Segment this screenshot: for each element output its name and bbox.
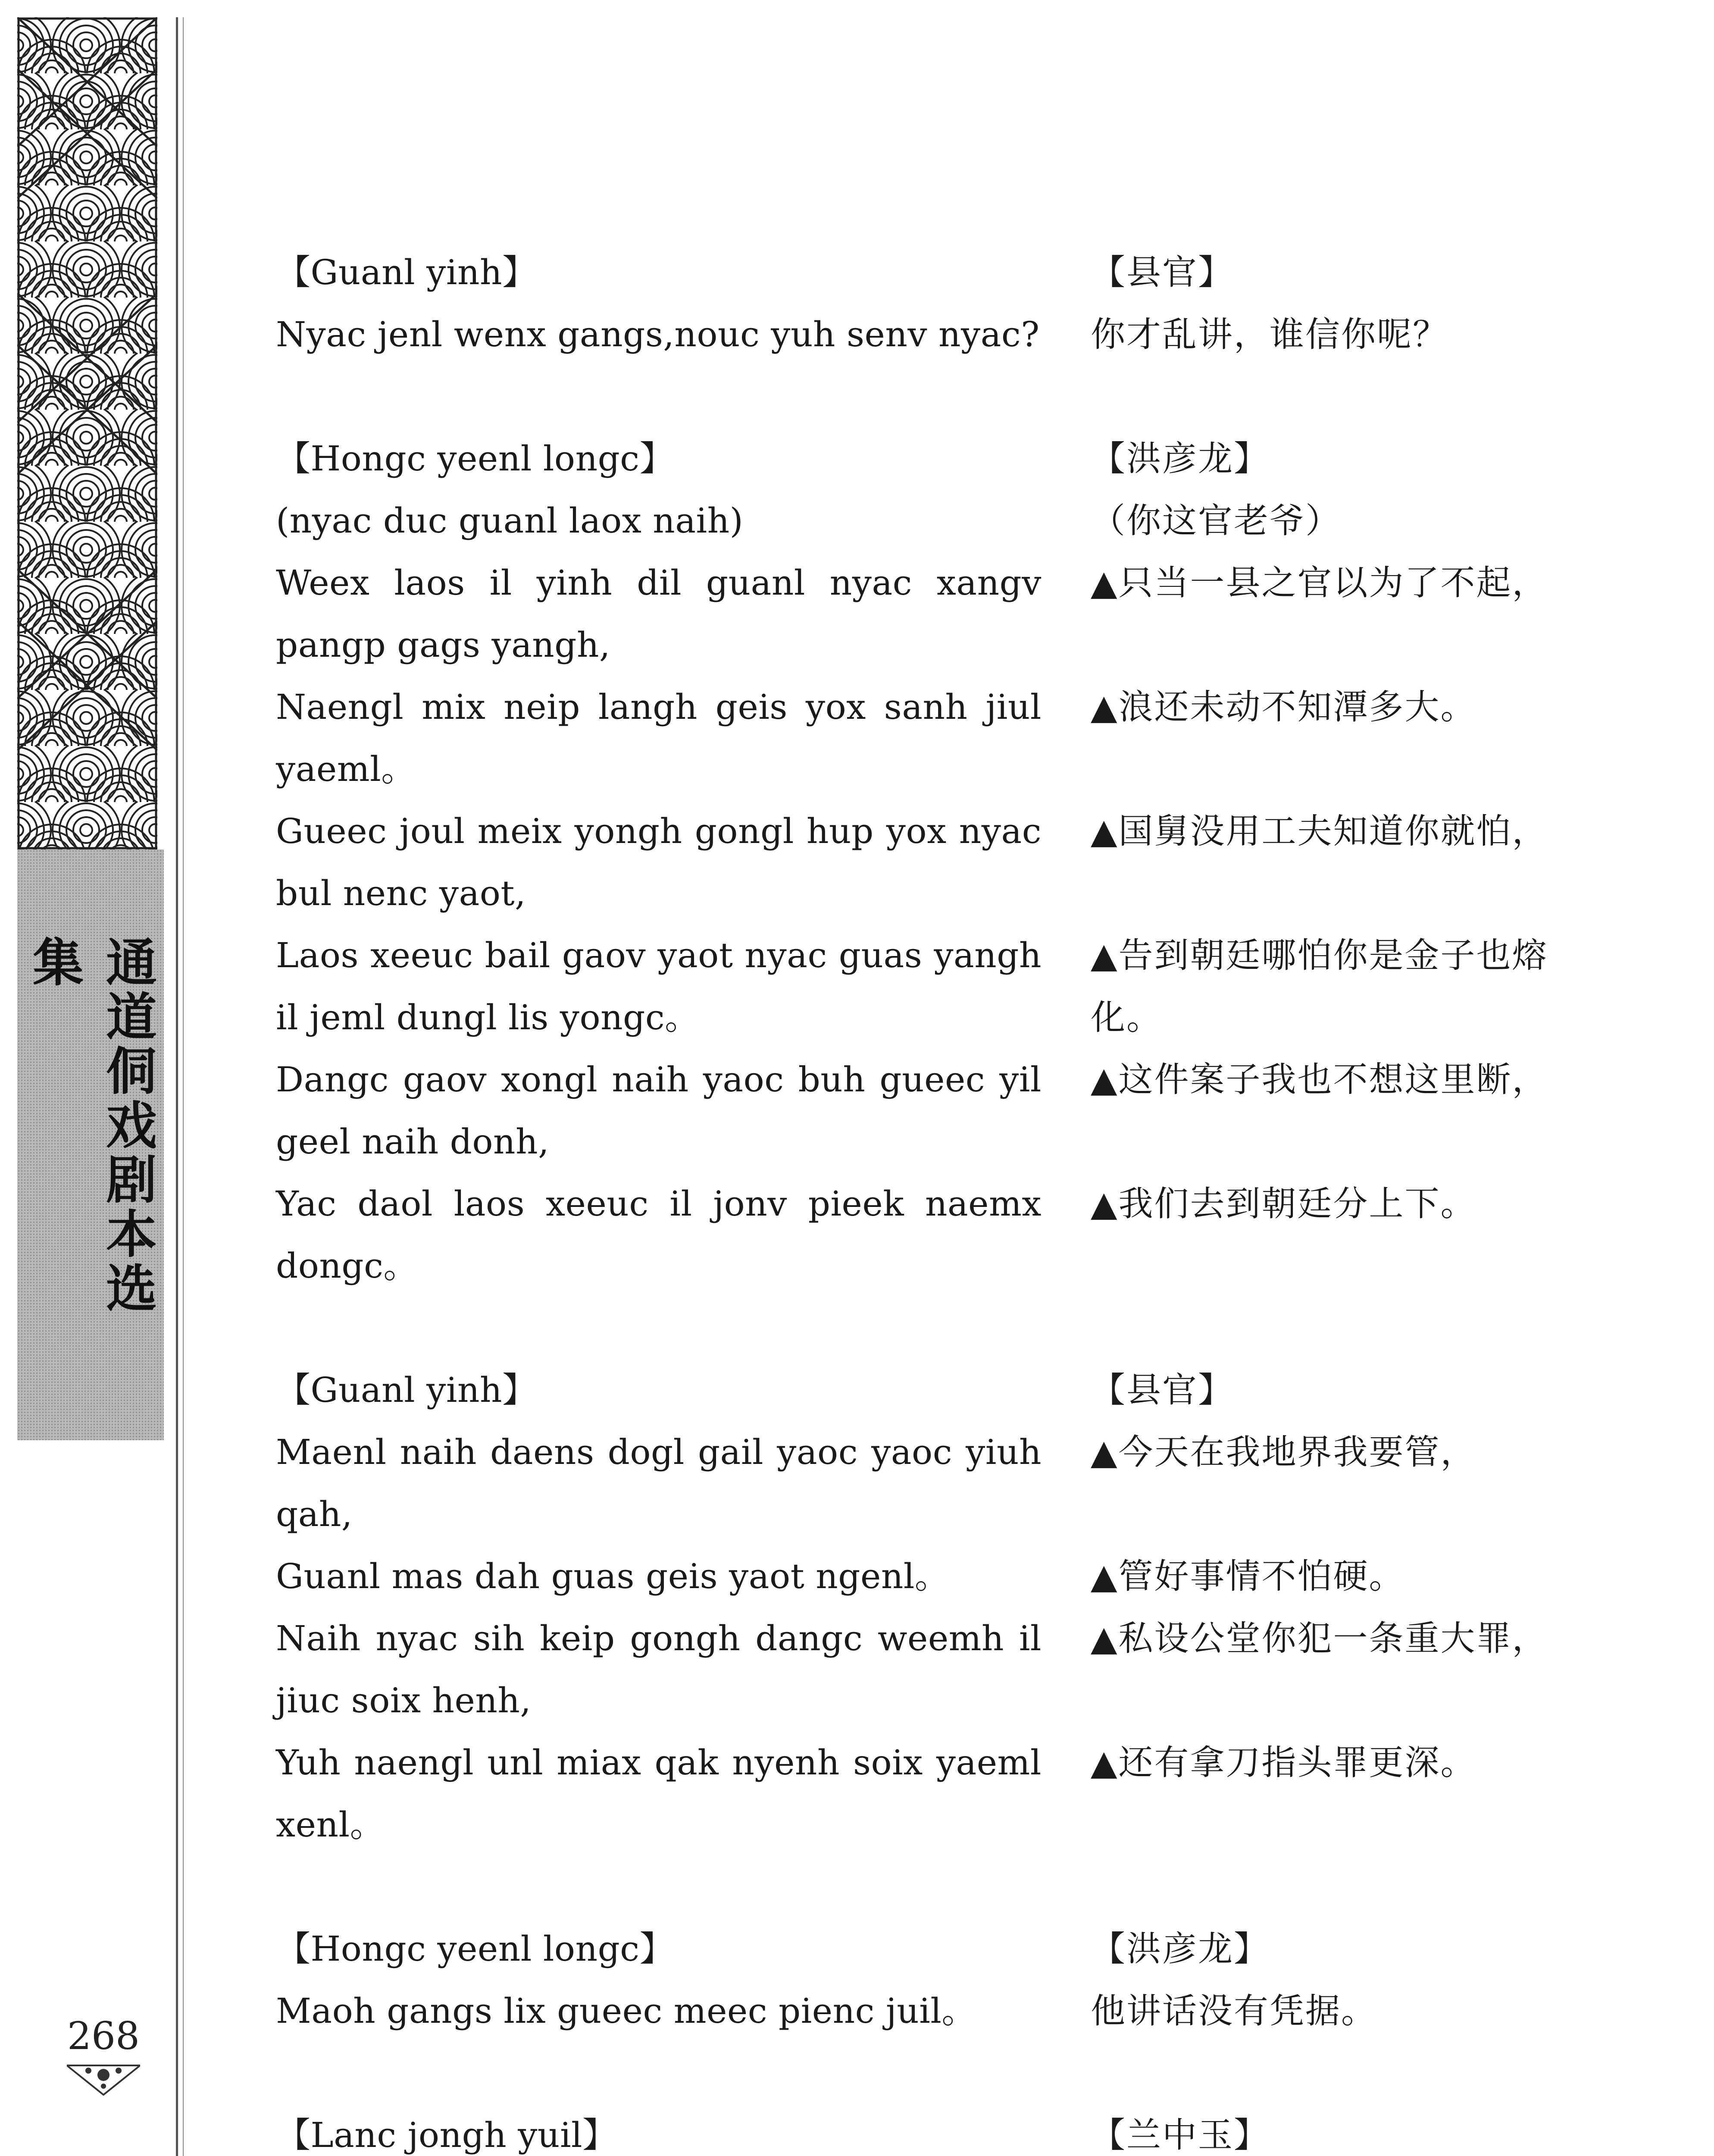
dialogue-line-chinese: ▲浪还未动不知潭多大。 xyxy=(1091,687,1476,727)
dialogue-line-dong: Maoh gangs lix gueec meec pienc juil。 xyxy=(276,1991,976,2031)
margin-rule xyxy=(183,17,184,2156)
dialogue-block xyxy=(276,1359,1595,1856)
decorative-border-pattern xyxy=(17,17,157,849)
dialogue-line-chinese: ▲告到朝廷哪怕你是金子也熔化。 xyxy=(1091,935,1548,1037)
speaker-name-chinese: 【县官】 xyxy=(1091,1370,1234,1410)
dialogue-line-chinese: ▲这件案子我也不想这里断， xyxy=(1091,1059,1548,1100)
dialogue-line-chinese: ▲今天在我地界我要管， xyxy=(1091,1432,1476,1472)
dialogue-row xyxy=(276,1545,1595,1608)
dialogue-line-dong: (nyac duc guanl laox naih) xyxy=(276,501,744,541)
speaker-name-dong: 【Hongc yeenl longc】 xyxy=(276,1929,675,1969)
dialogue-block xyxy=(276,2104,1595,2156)
dialogue-row xyxy=(276,676,1595,800)
dialogue-line-chinese: 你才乱讲，谁信你呢？ xyxy=(1091,314,1448,354)
page-number: 268 xyxy=(67,2014,140,2058)
dialogue-row xyxy=(276,1049,1595,1173)
dialogue-block xyxy=(276,1918,1595,2042)
margin-rule xyxy=(176,17,178,2156)
dialogue-row xyxy=(276,304,1595,366)
dialogue-line-chinese: ▲管好事情不怕硬。 xyxy=(1091,1556,1405,1596)
dialogue-line-chinese: （你这官老爷） xyxy=(1091,501,1341,541)
dialogue-line-dong: Naengl mix neip langh geis yox sanh jiul yaeml。 xyxy=(276,687,1042,789)
page-number-ornament-icon xyxy=(67,2061,140,2097)
book-title-band xyxy=(17,849,164,1440)
speaker-row xyxy=(276,1359,1595,1421)
speaker-name-dong: 【Lanc jongh yuil】 xyxy=(276,2115,617,2155)
dialogue-line-dong: Maenl naih daens dogl gail yaoc yaoc yiuh qah, xyxy=(276,1432,1042,1534)
dialogue-row xyxy=(276,800,1595,924)
dialogue-line-dong: Laos xeeuc bail gaov yaot nyac guas yangh il jeml dungl lis yongc。 xyxy=(276,935,1042,1037)
speaker-name-chinese: 【县官】 xyxy=(1091,252,1234,292)
dialogue-block xyxy=(276,241,1595,366)
dialogue-row xyxy=(276,1732,1595,1856)
dialogue-line-chinese: ▲私设公堂你犯一条重大罪， xyxy=(1091,1618,1548,1658)
speaker-name-chinese: 【兰中玉】 xyxy=(1091,2115,1270,2155)
speaker-name-dong: 【Guanl yinh】 xyxy=(276,1370,537,1410)
dialogue-row xyxy=(276,1421,1595,1545)
speaker-name-chinese: 【洪彦龙】 xyxy=(1091,439,1270,479)
dialogue-line-dong: Nyac jenl wenx gangs,nouc yuh senv nyac? xyxy=(276,314,1040,354)
dialogue-line-chinese: ▲我们去到朝廷分上下。 xyxy=(1091,1184,1476,1224)
dialogue-line-dong: Dangc gaov xongl naih yaoc buh gueec yil geel naih donh, xyxy=(276,1059,1042,1162)
dialogue-row xyxy=(276,552,1595,676)
dialogue-line-chinese: 他讲话没有凭据。 xyxy=(1091,1991,1377,2031)
dialogue-row xyxy=(276,1608,1595,1732)
dialogue-block xyxy=(276,428,1595,1297)
dialogue-line-dong: Yuh naengl unl miax qak nyenh soix yaeml xenl。 xyxy=(276,1742,1042,1845)
book-title: 通道侗戏剧本选集 xyxy=(24,936,157,1316)
speaker-row xyxy=(276,241,1595,304)
speaker-name-dong: 【Hongc yeenl longc】 xyxy=(276,439,675,479)
dialogue-row xyxy=(276,490,1595,552)
speaker-name-dong: 【Guanl yinh】 xyxy=(276,252,537,292)
dialogue-row xyxy=(276,924,1595,1049)
speaker-row xyxy=(276,428,1595,490)
script-dialogue xyxy=(276,241,1595,2156)
speaker-name-chinese: 【洪彦龙】 xyxy=(1091,1929,1270,1969)
dialogue-line-dong: Yac daol laos xeeuc il jonv pieek naemx dongc。 xyxy=(276,1184,1042,1286)
dialogue-line-dong: Guanl mas dah guas geis yaot ngenl。 xyxy=(276,1556,950,1596)
dialogue-row xyxy=(276,1173,1595,1297)
dialogue-line-chinese: ▲还有拿刀指头罪更深。 xyxy=(1091,1742,1476,1783)
dialogue-line-dong: Gueec joul meix yongh gongl hup yox nyac bul nenc yaot, xyxy=(276,811,1042,913)
dialogue-row xyxy=(276,1980,1595,2042)
dialogue-line-dong: Naih nyac sih keip gongh dangc weemh il jiuc soix henh, xyxy=(276,1618,1042,1720)
dialogue-line-dong: Weex laos il yinh dil guanl nyac xangv pangp gags yangh, xyxy=(276,563,1042,665)
speaker-row xyxy=(276,1918,1595,1980)
dialogue-line-chinese: ▲只当一县之官以为了不起， xyxy=(1091,563,1548,603)
speaker-row xyxy=(276,2104,1595,2156)
dialogue-line-chinese: ▲国舅没用工夫知道你就怕， xyxy=(1091,811,1548,851)
